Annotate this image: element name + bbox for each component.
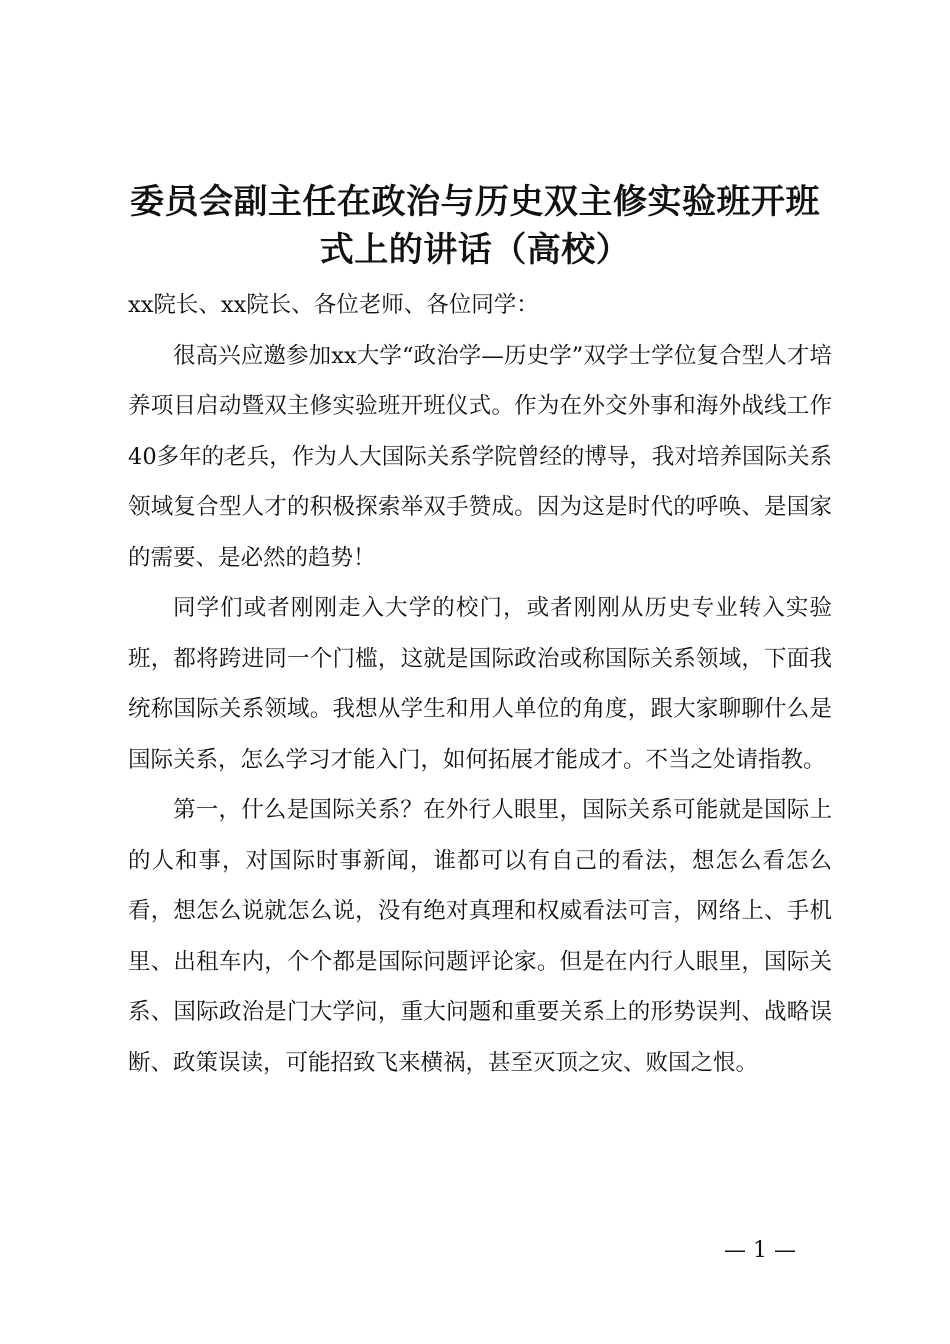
page-number: — 1 — [724,1238,796,1263]
paragraph-introduction: 同学们或者刚刚走入大学的校门，或者刚刚从历史专业转入实验班，都将跨进同一个门槛，这就是国际政治或称国际关系领域，下面我统称国际关系领域。我想从学生和用人单位的角度，跟大家聊聊什么是国际关系，怎么学习才能入门，如何拓展才能成才。不当之处请指教。 [128,595,832,773]
salutation-line: xx院长、xx院长、各位老师、各位同学： [128,292,539,318]
document-body [128,280,832,1088]
paragraph-opening: 很高兴应邀参加xx大学“政治学—历史学”双学士学位复合型人才培养项目启动暨双主修实验班开班仪式。作为在外交外事和海外战线工作40多年的老兵，作为人大国际关系学院曾经的博导，我对培养国际关系领域复合型人才的积极探索举双手赞成。因为这是时代的呼唤、是国家的需要、是必然的趋势！ [128,342,832,571]
paragraph-point-one: 第一，什么是国际关系？在外行人眼里，国际关系可能就是国际上的人和事，对国际时事新闻，谁都可以有自己的看法，想怎么看怎么看，想怎么说就怎么说，没有绝对真理和权威看法可言，网络上、手机里、出租车内，个个都是国际问题评论家。但是在内行人眼里，国际关系、国际政治是门大学问，重大问题和重要关系上的形势误判、战略误断、政策误读，可能招致飞来横祸，甚至灭顶之灾、败国之恨。 [128,797,832,1076]
document-title: 委员会副主任在政治与历史双主修实验班开班式上的讲话（高校） [130,182,820,270]
